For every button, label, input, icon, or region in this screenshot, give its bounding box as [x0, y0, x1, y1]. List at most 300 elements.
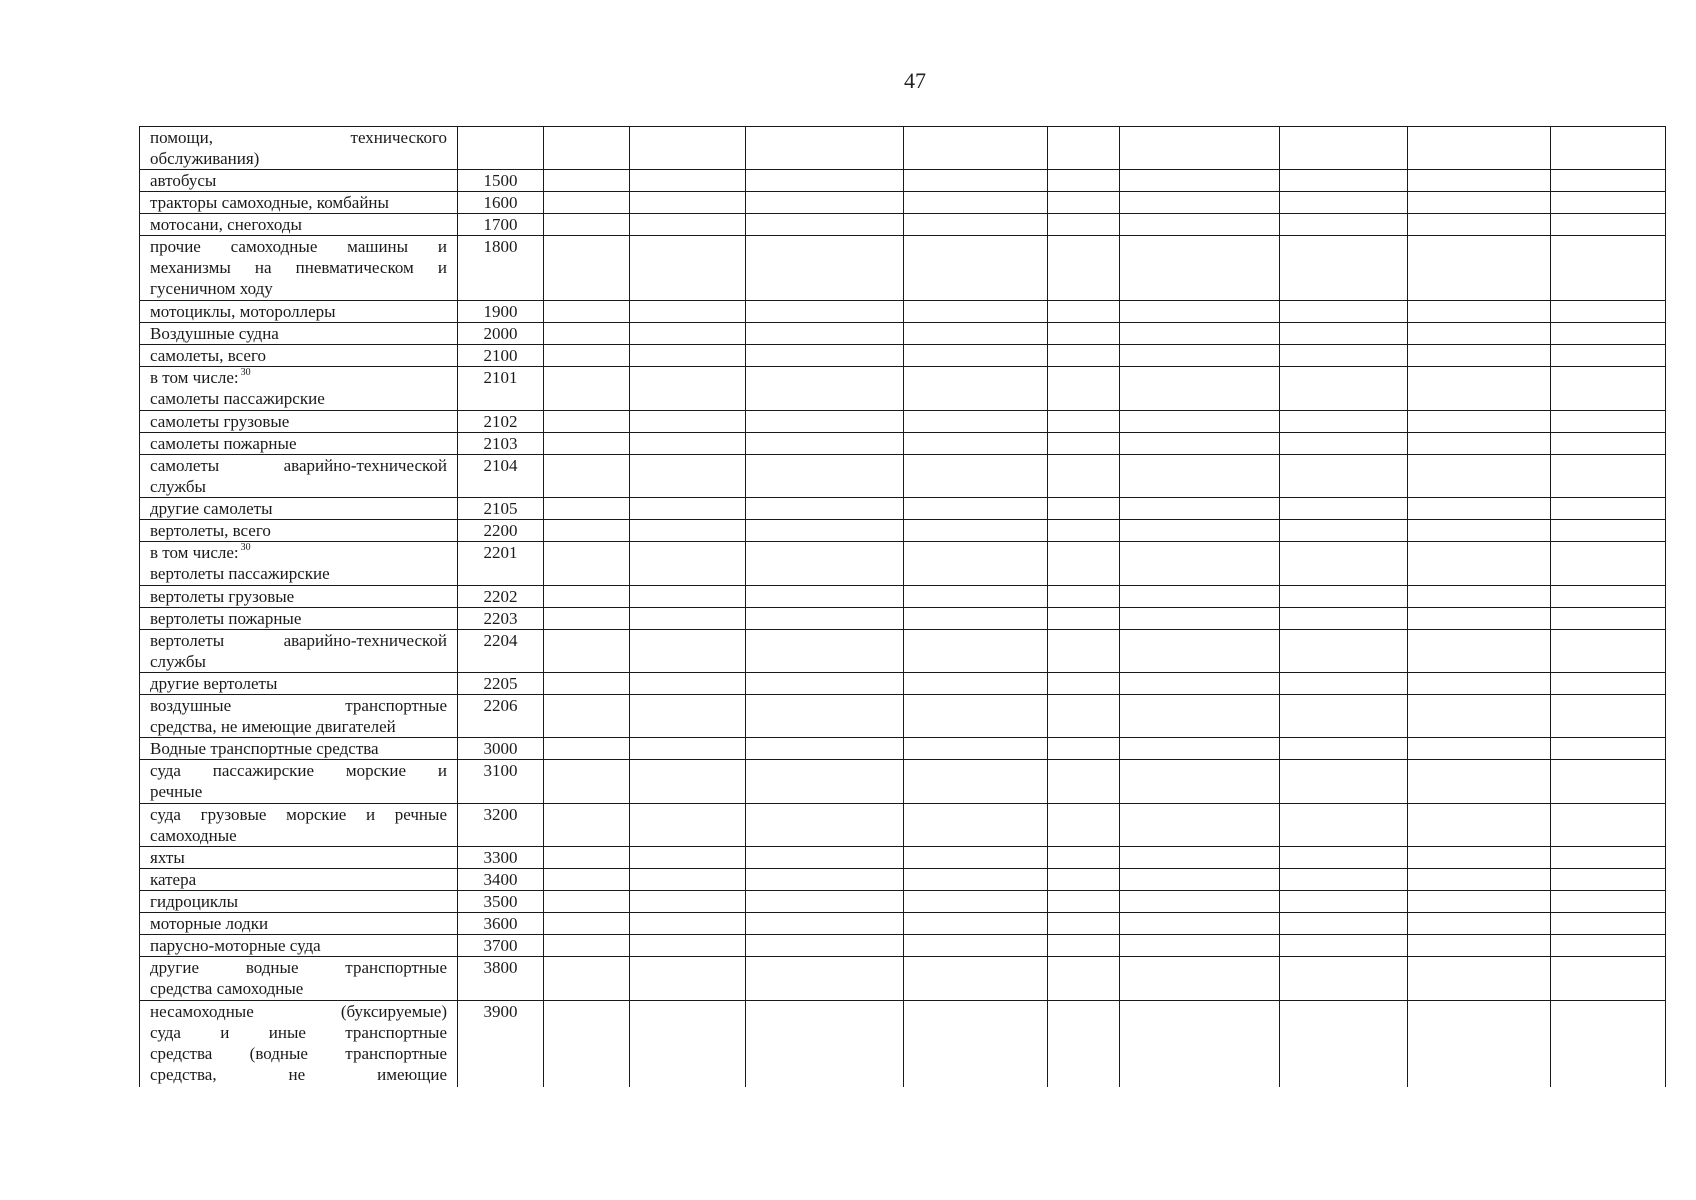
- empty-value-cell: [630, 236, 746, 301]
- empty-value-cell: [1280, 214, 1408, 236]
- empty-value-cell: [1551, 323, 1666, 345]
- empty-value-cell: [1408, 760, 1551, 803]
- row-label-line: в том числе: $^{30}$: [150, 542, 251, 563]
- empty-value-cell: [1408, 607, 1551, 629]
- empty-value-cell: [746, 869, 904, 891]
- empty-value-cell: [1408, 695, 1551, 738]
- empty-value-cell: [1120, 913, 1280, 935]
- empty-value-cell: [630, 1000, 746, 1087]
- empty-value-cell: [1551, 542, 1666, 585]
- empty-value-cell: [1408, 323, 1551, 345]
- row-label: [140, 957, 458, 1000]
- empty-value-cell: [1408, 738, 1551, 760]
- empty-value-cell: [904, 607, 1048, 629]
- empty-value-cell: [1408, 629, 1551, 672]
- empty-value-cell: [1551, 432, 1666, 454]
- row-code: 1600: [458, 192, 544, 214]
- empty-value-cell: [1408, 957, 1551, 1000]
- empty-value-cell: [1551, 170, 1666, 192]
- empty-value-cell: [1120, 542, 1280, 585]
- row-label-line: моторные лодки: [150, 914, 269, 934]
- table-row: [140, 192, 1666, 214]
- empty-value-cell: [904, 192, 1048, 214]
- row-code: 1900: [458, 301, 544, 323]
- empty-value-cell: [904, 301, 1048, 323]
- empty-value-cell: [1408, 803, 1551, 846]
- row-label-line: суда грузовые морские и речные: [150, 804, 447, 824]
- row-label-line: самолеты пожарные: [150, 433, 297, 453]
- row-code: 2200: [458, 520, 544, 542]
- empty-value-cell: [1120, 410, 1280, 432]
- row-code: [458, 127, 544, 170]
- empty-value-cell: [904, 957, 1048, 1000]
- empty-value-cell: [1551, 127, 1666, 170]
- empty-value-cell: [630, 891, 746, 913]
- empty-value-cell: [1408, 410, 1551, 432]
- empty-value-cell: [904, 367, 1048, 410]
- empty-value-cell: [1280, 498, 1408, 520]
- table-row: [140, 760, 1666, 803]
- empty-value-cell: [1551, 301, 1666, 323]
- empty-value-cell: [1408, 454, 1551, 497]
- empty-value-cell: [630, 847, 746, 869]
- row-code: 2202: [458, 585, 544, 607]
- empty-value-cell: [1551, 629, 1666, 672]
- empty-value-cell: [1120, 520, 1280, 542]
- empty-value-cell: [1408, 498, 1551, 520]
- empty-value-cell: [1551, 847, 1666, 869]
- empty-value-cell: [1280, 127, 1408, 170]
- empty-value-cell: [1048, 323, 1120, 345]
- empty-value-cell: [1120, 192, 1280, 214]
- empty-value-cell: [1551, 803, 1666, 846]
- page-number: 47: [904, 68, 926, 93]
- empty-value-cell: [1048, 542, 1120, 585]
- row-label-line: несамоходные (буксируемые): [150, 1001, 447, 1021]
- empty-value-cell: [1120, 127, 1280, 170]
- row-code: 3800: [458, 957, 544, 1000]
- vehicle-form-table: [139, 126, 1666, 1087]
- empty-value-cell: [1120, 301, 1280, 323]
- empty-value-cell: [1120, 323, 1280, 345]
- row-label-line: другие вертолеты: [150, 674, 278, 694]
- empty-value-cell: [1408, 891, 1551, 913]
- table-row: [140, 323, 1666, 345]
- empty-value-cell: [630, 192, 746, 214]
- empty-value-cell: [1551, 913, 1666, 935]
- row-code: 2201: [458, 542, 544, 585]
- row-label: [140, 432, 458, 454]
- empty-value-cell: [544, 629, 630, 672]
- empty-value-cell: [1048, 127, 1120, 170]
- empty-value-cell: [904, 738, 1048, 760]
- row-label-line: самолеты пассажирские: [150, 389, 325, 409]
- row-code: 3000: [458, 738, 544, 760]
- table-row: [140, 454, 1666, 497]
- empty-value-cell: [746, 695, 904, 738]
- empty-value-cell: [904, 520, 1048, 542]
- empty-value-cell: [1120, 760, 1280, 803]
- row-code: 2102: [458, 410, 544, 432]
- empty-value-cell: [904, 170, 1048, 192]
- empty-value-cell: [1280, 760, 1408, 803]
- row-code: 2101: [458, 367, 544, 410]
- empty-value-cell: [746, 673, 904, 695]
- empty-value-cell: [1280, 629, 1408, 672]
- empty-value-cell: [1551, 236, 1666, 301]
- row-label-line: вертолеты, всего: [150, 521, 271, 541]
- row-code: 1700: [458, 214, 544, 236]
- empty-value-cell: [544, 127, 630, 170]
- empty-value-cell: [746, 170, 904, 192]
- empty-value-cell: [1408, 520, 1551, 542]
- empty-value-cell: [544, 891, 630, 913]
- empty-value-cell: [746, 323, 904, 345]
- table-row: [140, 170, 1666, 192]
- empty-value-cell: [1120, 891, 1280, 913]
- empty-value-cell: [904, 127, 1048, 170]
- empty-value-cell: [544, 1000, 630, 1087]
- empty-value-cell: [630, 127, 746, 170]
- empty-value-cell: [1280, 935, 1408, 957]
- empty-value-cell: [1280, 236, 1408, 301]
- empty-value-cell: [630, 367, 746, 410]
- empty-value-cell: [1048, 891, 1120, 913]
- empty-value-cell: [630, 345, 746, 367]
- table-row: [140, 913, 1666, 935]
- empty-value-cell: [1551, 214, 1666, 236]
- empty-value-cell: [1280, 1000, 1408, 1087]
- empty-value-cell: [630, 542, 746, 585]
- empty-value-cell: [1408, 869, 1551, 891]
- empty-value-cell: [630, 454, 746, 497]
- empty-value-cell: [1408, 301, 1551, 323]
- row-code: 3100: [458, 760, 544, 803]
- empty-value-cell: [746, 629, 904, 672]
- row-code: 3700: [458, 935, 544, 957]
- empty-value-cell: [1120, 629, 1280, 672]
- row-label-line: воздушные транспортные: [150, 696, 447, 716]
- table-row: [140, 498, 1666, 520]
- empty-value-cell: [1048, 695, 1120, 738]
- empty-value-cell: [1280, 170, 1408, 192]
- empty-value-cell: [1408, 367, 1551, 410]
- row-label-line: другие самолеты: [150, 499, 273, 519]
- row-label: [140, 498, 458, 520]
- empty-value-cell: [1280, 345, 1408, 367]
- empty-value-cell: [1120, 695, 1280, 738]
- empty-value-cell: [904, 935, 1048, 957]
- empty-value-cell: [746, 760, 904, 803]
- empty-value-cell: [1048, 760, 1120, 803]
- table-row: [140, 957, 1666, 1000]
- empty-value-cell: [904, 236, 1048, 301]
- empty-value-cell: [1048, 957, 1120, 1000]
- empty-value-cell: [1280, 673, 1408, 695]
- empty-value-cell: [904, 695, 1048, 738]
- empty-value-cell: [1120, 498, 1280, 520]
- table-row: [140, 935, 1666, 957]
- empty-value-cell: [904, 432, 1048, 454]
- empty-value-cell: [630, 803, 746, 846]
- empty-value-cell: [630, 323, 746, 345]
- empty-value-cell: [1048, 410, 1120, 432]
- empty-value-cell: [1408, 214, 1551, 236]
- row-code: 2104: [458, 454, 544, 497]
- row-label: [140, 1000, 458, 1087]
- empty-value-cell: [544, 498, 630, 520]
- row-label-line: парусно-моторные суда: [150, 936, 321, 956]
- table-row: [140, 607, 1666, 629]
- empty-value-cell: [1551, 695, 1666, 738]
- empty-value-cell: [1048, 607, 1120, 629]
- empty-value-cell: [904, 214, 1048, 236]
- row-label-line: суда пассажирские морские и: [150, 761, 447, 781]
- footnote-mark: 30: [240, 367, 251, 379]
- empty-value-cell: [1048, 236, 1120, 301]
- empty-value-cell: [544, 301, 630, 323]
- empty-value-cell: [1120, 847, 1280, 869]
- empty-value-cell: [746, 520, 904, 542]
- empty-value-cell: [1408, 1000, 1551, 1087]
- row-label: [140, 345, 458, 367]
- row-label: [140, 410, 458, 432]
- row-label: [140, 673, 458, 695]
- empty-value-cell: [1280, 432, 1408, 454]
- table-row: [140, 127, 1666, 170]
- row-code: 2206: [458, 695, 544, 738]
- row-label: [140, 301, 458, 323]
- empty-value-cell: [544, 695, 630, 738]
- empty-value-cell: [1551, 607, 1666, 629]
- row-label-line: службы: [150, 476, 206, 496]
- empty-value-cell: [1551, 891, 1666, 913]
- empty-value-cell: [1551, 192, 1666, 214]
- empty-value-cell: [1048, 301, 1120, 323]
- row-label-line: гусеничном ходу: [150, 279, 273, 299]
- row-label: [140, 323, 458, 345]
- row-label-line: механизмы на пневматическом и: [150, 258, 447, 278]
- table-row: [140, 345, 1666, 367]
- empty-value-cell: [1120, 367, 1280, 410]
- row-label: [140, 454, 458, 497]
- empty-value-cell: [544, 760, 630, 803]
- empty-value-cell: [630, 629, 746, 672]
- empty-value-cell: [746, 192, 904, 214]
- empty-value-cell: [746, 847, 904, 869]
- empty-value-cell: [1280, 410, 1408, 432]
- empty-value-cell: [1551, 520, 1666, 542]
- empty-value-cell: [1280, 869, 1408, 891]
- empty-value-cell: [1120, 585, 1280, 607]
- row-label-line: мотосани, снегоходы: [150, 215, 302, 235]
- empty-value-cell: [1120, 738, 1280, 760]
- row-code: 3200: [458, 803, 544, 846]
- row-label-line: мотоциклы, мотороллеры: [150, 302, 336, 322]
- row-code: 2000: [458, 323, 544, 345]
- empty-value-cell: [630, 607, 746, 629]
- table-row: [140, 695, 1666, 738]
- row-label: [140, 192, 458, 214]
- row-label: [140, 935, 458, 957]
- empty-value-cell: [1551, 1000, 1666, 1087]
- empty-value-cell: [1280, 542, 1408, 585]
- empty-value-cell: [1120, 869, 1280, 891]
- empty-value-cell: [904, 454, 1048, 497]
- row-label-line: автобусы: [150, 171, 217, 191]
- empty-value-cell: [1120, 432, 1280, 454]
- table-row: [140, 891, 1666, 913]
- empty-value-cell: [904, 629, 1048, 672]
- empty-value-cell: [630, 738, 746, 760]
- empty-value-cell: [1551, 935, 1666, 957]
- empty-value-cell: [746, 498, 904, 520]
- empty-value-cell: [1048, 803, 1120, 846]
- table-row: [140, 301, 1666, 323]
- empty-value-cell: [1408, 192, 1551, 214]
- empty-value-cell: [746, 410, 904, 432]
- empty-value-cell: [1408, 345, 1551, 367]
- empty-value-cell: [1280, 454, 1408, 497]
- empty-value-cell: [1048, 367, 1120, 410]
- row-code: 3500: [458, 891, 544, 913]
- empty-value-cell: [1280, 695, 1408, 738]
- empty-value-cell: [1551, 345, 1666, 367]
- empty-value-cell: [544, 367, 630, 410]
- empty-value-cell: [544, 935, 630, 957]
- row-code: 3300: [458, 847, 544, 869]
- row-label-line: средства, не имеющие двигателей: [150, 717, 396, 737]
- empty-value-cell: [904, 498, 1048, 520]
- row-label-line: самолеты, всего: [150, 346, 266, 366]
- empty-value-cell: [746, 432, 904, 454]
- empty-value-cell: [630, 869, 746, 891]
- empty-value-cell: [1408, 585, 1551, 607]
- row-label: [140, 214, 458, 236]
- row-label: [140, 170, 458, 192]
- empty-value-cell: [1280, 585, 1408, 607]
- table-row: [140, 738, 1666, 760]
- row-label: [140, 520, 458, 542]
- row-label: [140, 127, 458, 170]
- table-row: [140, 847, 1666, 869]
- row-code: 1500: [458, 170, 544, 192]
- row-label-line: Водные транспортные средства: [150, 739, 379, 759]
- table-row: [140, 542, 1666, 585]
- row-label: [140, 629, 458, 672]
- table-row: [140, 1000, 1666, 1087]
- row-code: 3900: [458, 1000, 544, 1087]
- empty-value-cell: [1551, 869, 1666, 891]
- empty-value-cell: [1280, 192, 1408, 214]
- row-label-line: суда и иные транспортные: [150, 1022, 447, 1042]
- empty-value-cell: [1048, 629, 1120, 672]
- table-row: [140, 520, 1666, 542]
- empty-value-cell: [1551, 957, 1666, 1000]
- row-label-line: самолеты аварийно-технической: [150, 455, 447, 475]
- empty-value-cell: [630, 673, 746, 695]
- empty-value-cell: [1048, 345, 1120, 367]
- table-row: [140, 214, 1666, 236]
- empty-value-cell: [1408, 127, 1551, 170]
- empty-value-cell: [1280, 607, 1408, 629]
- empty-value-cell: [1048, 1000, 1120, 1087]
- empty-value-cell: [544, 803, 630, 846]
- empty-value-cell: [1280, 913, 1408, 935]
- empty-value-cell: [746, 367, 904, 410]
- empty-value-cell: [1280, 520, 1408, 542]
- row-label-line: Воздушные судна: [150, 324, 279, 344]
- table-row: [140, 629, 1666, 672]
- empty-value-cell: [544, 345, 630, 367]
- row-label: [140, 913, 458, 935]
- empty-value-cell: [630, 957, 746, 1000]
- empty-value-cell: [1551, 498, 1666, 520]
- empty-value-cell: [1551, 410, 1666, 432]
- empty-value-cell: [630, 520, 746, 542]
- table-row: [140, 673, 1666, 695]
- row-label-line: самоходные: [150, 825, 237, 845]
- row-label-line: средства (водные транспортные: [150, 1043, 447, 1063]
- empty-value-cell: [544, 957, 630, 1000]
- empty-value-cell: [1280, 847, 1408, 869]
- row-label-line: вертолеты грузовые: [150, 586, 295, 606]
- empty-value-cell: [1120, 236, 1280, 301]
- row-label-line: вертолеты пассажирские: [150, 564, 330, 584]
- row-label-line: катера: [150, 870, 197, 890]
- empty-value-cell: [630, 585, 746, 607]
- empty-value-cell: [1048, 673, 1120, 695]
- row-label: [140, 803, 458, 846]
- row-label-line: прочие самоходные машины и: [150, 237, 447, 257]
- empty-value-cell: [1120, 935, 1280, 957]
- empty-value-cell: [1408, 432, 1551, 454]
- empty-value-cell: [746, 803, 904, 846]
- empty-value-cell: [544, 432, 630, 454]
- row-label: [140, 236, 458, 301]
- row-label-line: обслуживания): [150, 149, 260, 168]
- empty-value-cell: [1048, 847, 1120, 869]
- row-code: 2204: [458, 629, 544, 672]
- empty-value-cell: [746, 935, 904, 957]
- empty-value-cell: [630, 760, 746, 803]
- empty-value-cell: [904, 345, 1048, 367]
- table-row: [140, 410, 1666, 432]
- empty-value-cell: [1120, 957, 1280, 1000]
- empty-value-cell: [544, 214, 630, 236]
- row-label-line: речные: [150, 782, 203, 802]
- row-code: 1800: [458, 236, 544, 301]
- row-code: 3400: [458, 869, 544, 891]
- empty-value-cell: [1551, 673, 1666, 695]
- empty-value-cell: [746, 127, 904, 170]
- empty-value-cell: [1408, 542, 1551, 585]
- row-label: [140, 891, 458, 913]
- row-label-line: яхты: [150, 848, 185, 868]
- empty-value-cell: [746, 345, 904, 367]
- empty-value-cell: [1408, 236, 1551, 301]
- empty-value-cell: [630, 913, 746, 935]
- empty-value-cell: [544, 913, 630, 935]
- empty-value-cell: [1120, 214, 1280, 236]
- empty-value-cell: [746, 236, 904, 301]
- row-label-line: вертолеты пожарные: [150, 608, 302, 628]
- empty-value-cell: [630, 498, 746, 520]
- row-label-line: гидроциклы: [150, 892, 239, 912]
- row-label-line: средства самоходные: [150, 979, 304, 999]
- empty-value-cell: [1048, 432, 1120, 454]
- row-label: [140, 738, 458, 760]
